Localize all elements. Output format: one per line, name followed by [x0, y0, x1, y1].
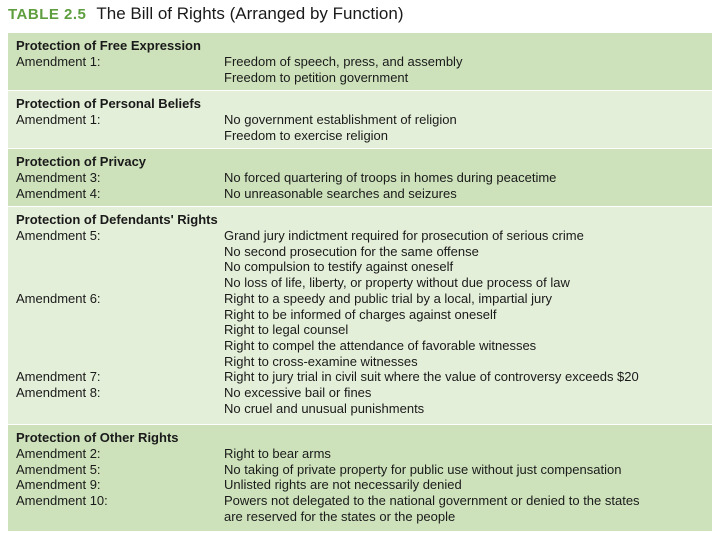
amendment-label	[16, 244, 224, 260]
right-text: Right to be informed of charges against oneself	[224, 306, 497, 322]
bill-of-rights-table	[8, 33, 712, 531]
amendment-label: Amendment 2:	[16, 446, 101, 461]
table-row	[16, 70, 712, 86]
table-row	[16, 477, 712, 493]
right-text: No cruel and unusual punishments	[224, 400, 425, 416]
section-heading: Protection of Other Rights	[16, 430, 179, 445]
right-text: Right to compel the attendance of favorable witnesses	[224, 337, 537, 353]
right-text: Right to a speedy and public trial by a local, impartial jury	[224, 290, 553, 306]
table-row	[16, 170, 712, 186]
amendment-label: Amendment 8:	[16, 385, 101, 401]
right-text: Freedom to exercise religion	[224, 127, 389, 143]
section-heading: Protection of Privacy	[16, 154, 147, 169]
right-text: are reserved for the states or the people	[224, 508, 456, 524]
right-text: No loss of life, liberty, or property without due process of law	[224, 275, 570, 291]
table-row	[16, 228, 712, 244]
amendment-label: Amendment 9:	[16, 477, 101, 493]
table-row	[16, 369, 712, 385]
table-row	[16, 291, 712, 307]
amendment-label	[16, 128, 224, 144]
right-text: Unlisted rights are not necessarily denied	[224, 477, 462, 493]
amendment-label	[16, 401, 224, 417]
table-row	[16, 259, 712, 275]
right-text: No second prosecution for the same offense	[224, 243, 479, 259]
right-text: Grand jury indictment required for prosecution of serious crime	[224, 228, 584, 243]
table-row	[16, 244, 712, 260]
table-row	[16, 128, 712, 144]
section-privacy	[8, 149, 712, 207]
amendment-label	[16, 338, 224, 354]
amendment-label: Amendment 6:	[16, 290, 101, 306]
section-personal-beliefs	[8, 91, 712, 149]
table-row	[16, 186, 712, 202]
amendment-label	[16, 70, 224, 86]
amendment-label: Amendment 4:	[16, 185, 101, 201]
section-free-expression	[8, 33, 712, 91]
table-row	[16, 307, 712, 323]
right-text: No unreasonable searches and seizures	[224, 185, 457, 201]
table-row	[16, 112, 712, 128]
table-row	[16, 446, 712, 462]
right-text: Right to legal counsel	[224, 322, 349, 338]
amendment-label: Amendment 5:	[16, 461, 101, 477]
right-text: Powers not delegated to the national government or denied to the states	[224, 493, 640, 509]
amendment-label: Amendment 10:	[16, 493, 108, 509]
amendment-label: Amendment 1:	[16, 54, 101, 69]
amendment-label: Amendment 1:	[16, 112, 101, 127]
right-text: No excessive bail or fines	[224, 385, 372, 401]
table-title-bar	[8, 4, 712, 28]
table-row	[16, 54, 712, 70]
amendment-label: Amendment 3:	[16, 170, 101, 185]
amendment-label: Amendment 7:	[16, 369, 101, 385]
amendment-label	[16, 259, 224, 275]
right-text: Right to jury trial in civil suit where the value of controversy exceeds $20	[224, 369, 639, 385]
table-row	[16, 462, 712, 478]
section-heading: Protection of Personal Beliefs	[16, 96, 201, 111]
right-text: Right to bear arms	[224, 446, 331, 461]
table-row	[16, 322, 712, 338]
amendment-label: Amendment 5:	[16, 228, 101, 243]
table-row	[16, 275, 712, 291]
amendment-label	[16, 307, 224, 323]
right-text: Freedom of speech, press, and assembly	[224, 54, 463, 69]
amendment-label	[16, 275, 224, 291]
section-heading: Protection of Defendants' Rights	[16, 212, 218, 227]
table-number-label: TABLE 2.5	[8, 6, 87, 23]
right-text: No compulsion to testify against oneself	[224, 259, 454, 275]
amendment-label	[16, 354, 224, 370]
right-text: Freedom to petition government	[224, 69, 409, 85]
section-other-rights	[8, 425, 712, 531]
table-row	[16, 354, 712, 370]
table-row	[16, 338, 712, 354]
section-defendants-rights	[8, 207, 712, 425]
amendment-label	[16, 509, 224, 525]
right-text: Right to cross-examine witnesses	[224, 353, 418, 369]
amendment-label	[16, 322, 224, 338]
right-text: No forced quartering of troops in homes during peacetime	[224, 170, 557, 185]
table-row	[16, 385, 712, 401]
right-text: No taking of private property for public use without just compensation	[224, 461, 622, 477]
table-title: The Bill of Rights (Arranged by Function)	[96, 4, 404, 23]
right-text: No government establishment of religion	[224, 112, 457, 127]
table-row	[16, 509, 712, 525]
table-row	[16, 493, 712, 509]
section-heading: Protection of Free Expression	[16, 38, 201, 53]
table-row	[16, 401, 712, 417]
